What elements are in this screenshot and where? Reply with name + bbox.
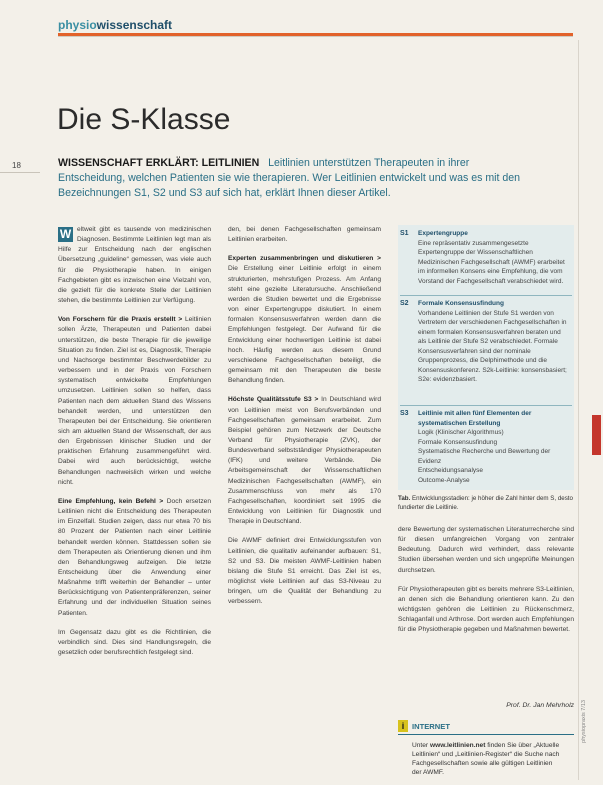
level-title: Expertengruppe <box>418 230 468 237</box>
info-rule <box>398 734 574 735</box>
page-number: 18 <box>12 161 21 170</box>
levels-table <box>398 225 574 490</box>
level-list-item: Entscheidungsanalyse <box>418 467 484 474</box>
intro-text: Leitlinien unterstützen Therapeuten in ihrer Entscheidung, welchen Patienten sie wie therapieren. Wer Leitlinien entwickelt und was es mit den Bezeichnungen S1, S2 und S3 auf sich hat, erklärt Ihnen dieser Artikel. <box>58 157 521 199</box>
side-marker <box>592 415 601 455</box>
col2-heading-3: Höchste Qualitätsstufe S3 <box>228 396 312 404</box>
caption-label: Tab. <box>398 495 411 502</box>
info-url[interactable]: www.leitlinien.net <box>429 742 486 749</box>
col1-heading-3: Eine Empfehlung, kein Befehl <box>58 497 156 505</box>
col3-paragraph-2: Für Physiotherapeuten gibt es bereits mehrere S3-Leitlinien, an denen sich die Behandlung orientieren kann. Zu den wichtigsten gehören die Leitlinien zu Rückenschmerz, Schlaganfall und Arthrose. Dort werden auch Empfehlungen für die Physiotherapie gegeben und Maßnahmen bewertet. <box>398 585 574 634</box>
level-label: S1 <box>400 230 409 237</box>
level-title: Leitlinie mit allen fünf Elementen der systematischen Erstellung <box>418 410 532 427</box>
dropcap: W <box>59 227 72 241</box>
level-divider <box>400 405 572 406</box>
section-header <box>58 18 172 32</box>
col1-paragraph-3: Doch ersetzen Leitlinien nicht die Entscheidung des Therapeuten im Einzelfall. Studien zeigen, dass nur etwa 70 bis 80 Prozent der Patienten nach einer Leitlinie behandelt werden können. Stattdessen sollen sie dem Therapeuten als Orientierung dienen und ihm den Behandlungsweg aufzeigen. Die letzte Entscheidung über die Anwendung einer Maßnahme trifft weiterhin der Behandler – unter Berücksichtigung von Patientenpräferenzen, seiner Erfahrung und der individuellen Situation seines Patienten. <box>58 497 211 617</box>
info-text-pre: Unter <box>412 742 429 749</box>
info-heading: INTERNET <box>412 722 450 731</box>
author-signature: Prof. Dr. Jan Mehrholz <box>506 702 574 709</box>
header-wissenschaft: wissenschaft <box>96 18 173 32</box>
level-text: Vorhandene Leitlinien der Stufe S1 werden von Vertretern der verschiedenen Fachgesellschaften in einem formalen Konsensusverfahren beraten und als Leitlinie der Stufe S2 verabschiedet. Formale Konsensusverfahren sind der nominale Gruppenprozess, die Delphimethode und die Konsensuskonferenz. S2k-Leitlinie: konsensbasiert; S2e: evidenzbasiert. <box>418 309 567 383</box>
header-physio: physio <box>58 18 97 32</box>
col1-heading-2: Von Forschern für die Praxis erstellt <box>58 316 176 324</box>
level-text: Eine repräsentativ zusammengesetzte Expertengruppe der Wissenschaftlichen Medizinischen Fachgesellschaft (AWMF) erarbeitet im informellen Konsens eine Empfehlung, die vom Vorstand der Fachgesellschaft verabschiedet wird. <box>418 239 565 285</box>
level-list-item: Outcome-Analyse <box>418 476 470 484</box>
col1-paragraph-4: Im Gegensatz dazu gibt es die Richtlinien, die verbindlich sind. Dies sind Handlungsregeln, die gesetzlich oder berufsrechtlich festgelegt sind. <box>58 628 211 657</box>
level-list-item: Logik (Klinischer Algorithmus) <box>418 429 504 436</box>
info-body <box>412 741 562 777</box>
level-label: S3 <box>400 410 409 417</box>
caption-text: Entwicklungsstadien: je höher die Zahl hinter dem S, desto fundierter die Leitlinie. <box>398 495 573 511</box>
col2-heading-2: Experten zusammenbringen und diskutieren <box>228 255 374 263</box>
article-intro <box>58 156 528 201</box>
col2-paragraph-3: In Deutschland wird von Leitlinien meist von Berufsverbänden und Fachgesellschaften gemeinsam erarbeitet. Zum Beispiel gehören zum Netzwerk der Deutsche Verband für Physiotherapie (ZVK), der Bundesverband selbstständiger Physiotherapeuten (IFK) und weitere Verbände. Die Arbeitsgemeinschaft der Wissenschaftlichen Medizinischen Fachgesellschaften (AWMF), ein Zusammenschluss von mehr als 170 Fachgesellschaften, koordiniert seit 1995 die Entwicklung von Leitlinien für Diagnostik und Therapie in Deutschland. <box>228 396 381 526</box>
column-1: W eltweit gibt es tausende von medizinischen Diagnosen. Bestimmte Leitlinien legt man als Hilfe zur Entscheidung nach der englischen Übersetzung „guideline“ gemessen, was viele auch für die Physiotherapie haben. In einigen Fachgebieten gibt es inzwischen eine Vielzahl von, die gezielt für die konkrete Stelle der Leitlinien stehen, die bestimmte Leitlinien zur Verfügung. Von Forschern für die Praxis erstellt > Leitlinien sollen Ärzte, Therapeuten und Patienten dabei unterstützen, die beste Therapie für die jeweilige Situation zu finden. Ziel ist es, Diagnostik, Therapie und Nachsorge bestimmter Beschwerdebilder zu verbessern und in der Praxis von Forschern systematisch entwickelte Empfehlungen umzusetzen. Leitlinien sollen so helfen, dass Patienten nach dem aktuellen Stand des Wissens behandelt werden, und unterstützen den Therapeuten bei der Entscheidung. Sie orientieren sich am aktuellen Stand der Wissenschaft, der aus den Ergebnissen klinischer Studien und der praktischen Erfahrung zusammengeführt wird. Dabei wird auch berücksichtigt, welche Behandlungen nachweislich wirken und welche nicht. Eine Empfehlung, kein Befehl > Doch ersetzen Leitlinien nicht die Entscheidung des Therapeuten im Einzelfall. Studien zeigen, dass nur etwa 70 bis 80 Prozent der Patienten nach einer Leitlinie behandelt werden können. Stattdessen sollen sie dem Therapeuten als Orientierung dienen und ihm den Behandlungsweg aufzeigen. Die letzte Entscheidung über die Anwendung einer Maßnahme trifft weiterhin der Behandler – unter Berücksichtigung von Patientenpräferenzen, seiner Erfahrung und der individuellen Situation seines Patienten. Im Gegensatz dazu gibt es die Richtlinien, die verbindlich sind. Dies sind Handlungsregeln, die gesetzlich oder berufsrechtlich festgelegt sind. <box>58 225 211 667</box>
level-list-item: Formale Konsensusfindung <box>418 438 498 446</box>
table-caption <box>398 494 574 512</box>
level-divider <box>400 295 572 296</box>
column-2: den, bei denen Fachgesellschaften gemeinsam Leitlinien erarbeiten. Experten zusammenbringen und diskutieren > Die Erstellung einer Leitlinie erfolgt in einem strukturierten, mehrstufigen Prozess. Am Anfang steht eine gezielte Literatursuche. Anschließend werden die Studien bewertet und die Ergebnisse von einer Expertengruppe diskutiert. In einem formalen Konsensusverfahren werden dann die Empfehlungen festgelegt. Der Aufwand für die Entwicklung einer hochwertigen Leitlinie ist dabei hoch. Häufig werden aus diesem Grund verschiedene Fachgesellschaften beteiligt, die gemeinsam mit den Therapeuten die beste Behandlung finden. Höchste Qualitätsstufe S3 > In Deutschland wird von Leitlinien meist von Berufsverbänden und Fachgesellschaften gemeinsam erarbeitet. Zum Beispiel gehören zum Netzwerk der Deutsche Verband für Physiotherapie (ZVK), der Bundesverband selbstständiger Physiotherapeuten (IFK) und weitere Verbände. Die Arbeitsgemeinschaft der Wissenschaftlichen Medizinischen Fachgesellschaften (AWMF), ein Zusammenschluss von mehr als 170 Fachgesellschaften, koordiniert seit 1995 die Entwicklung von Leitlinien für Diagnostik und Therapie in Deutschland. Die AWMF definiert drei Entwicklungsstufen von Leitlinien, die qualitativ aufeinander aufbauen: S1, S2 und S3. Die meisten AWMF-Leitlinien haben bislang die Stufe S1 erreicht. Das Ziel ist es, möglichst viele Leitlinien auf das S3-Niveau zu bringen, um die Qualität der Behandlung zu verbessern. <box>228 225 381 616</box>
col3-paragraph-1: dere Bewertung der systematischen Literaturrecherche sind für diesen umfangreichen Vorgang von zentraler Bedeutung. Dadurch wird verhindert, dass relevante Studien übersehen werden und sich ungeprüfte Meinungen durchsetzen. <box>398 526 574 574</box>
level-label: S2 <box>400 300 409 307</box>
col1-paragraph-1: eltweit gibt es tausende von medizinischen Diagnosen. Bestimmte Leitlinien legt man als Hilfe zur Entscheidung nach der englischen Übersetzung „guideline“ gemessen, was viele auch für die Physiotherapie haben. In einigen Fachgebieten gibt es inzwischen eine Vielzahl von, die gezielt für die konkrete Stelle der Leitlinien stehen, die bestimmte Leitlinien zur Verfügung. <box>58 226 211 305</box>
page-edge-line <box>578 40 579 780</box>
level-title: Formale Konsensusfindung <box>418 300 504 307</box>
column-3 <box>398 525 574 645</box>
info-icon: i <box>398 720 408 732</box>
intro-label: WISSENSCHAFT ERKLÄRT: LEITLINIEN <box>58 157 260 169</box>
col2-paragraph-2: Die Erstellung einer Leitlinie erfolgt in einem strukturierten, mehrstufigen Prozess. Am Anfang steht eine gezielte Literatursuche. Anschließend werden die Studien bewertet und die Ergebnisse von einer Expertengruppe diskutiert. In einem formalen Konsensusverfahren werden dann die Empfehlungen festgelegt. Der Aufwand für die Entwicklung einer hochwertigen Leitlinie ist dabei hoch. Häufig werden aus diesem Grund verschiedene Fachgesellschaften beteiligt, die gemeinsam mit den Therapeuten die beste Behandlung finden. <box>228 265 381 385</box>
col2-paragraph-1: den, bei denen Fachgesellschaften gemeinsam Leitlinien erarbeiten. <box>228 226 381 244</box>
col2-paragraph-4: Die AWMF definiert drei Entwicklungsstufen von Leitlinien, die qualitativ aufeinander aufbauen: S1, S2 und S3. Die meisten AWMF-Leitlinien haben bislang die Stufe S1 erreicht. Das Ziel ist es, möglichst viele Leitlinien auf das S3-Niveau zu bringen, um die Qualität der Behandlung zu verbessern. <box>228 537 381 606</box>
level-list-item: Systematische Recherche und Bewertung der Evidenz <box>418 448 551 465</box>
header-rule-thin <box>58 36 573 37</box>
col1-paragraph-2: Leitlinien sollen Ärzte, Therapeuten und Patienten dabei unterstützen, die beste Therapie für die jeweilige Situation zu finden. Ziel ist es, Diagnostik, Therapie und Nachsorge bestimmter Beschwerdebilder zu verbessern und in der Praxis von Forschern systematisch entwickelte Empfehlungen umzusetzen. Leitlinien sollen so helfen, dass Patienten nach dem aktuellen Stand des Wissens behandelt werden, und unterstützen den Therapeuten bei der Entscheidung. Sie orientieren sich am aktuellen Stand der Wissenschaft, der aus den Ergebnissen klinischer Studien und der praktischen Erfahrung zusammengeführt wird. Dabei wird auch berücksichtigt, welche Behandlungen nachweislich wirken und welche nicht. <box>58 316 211 486</box>
article-title: Die S-Klasse <box>57 103 231 136</box>
page-number-rule <box>0 172 40 173</box>
info-text-post: finden Sie über „Aktuelle Leitlinien“ und „Leitlinien-Register“ die Suche nach Fachgesellschaften sowie alle gültigen Leitlinien der AWMF. <box>412 742 560 776</box>
vertical-footer: physiopraxis 7/13 <box>581 700 587 743</box>
